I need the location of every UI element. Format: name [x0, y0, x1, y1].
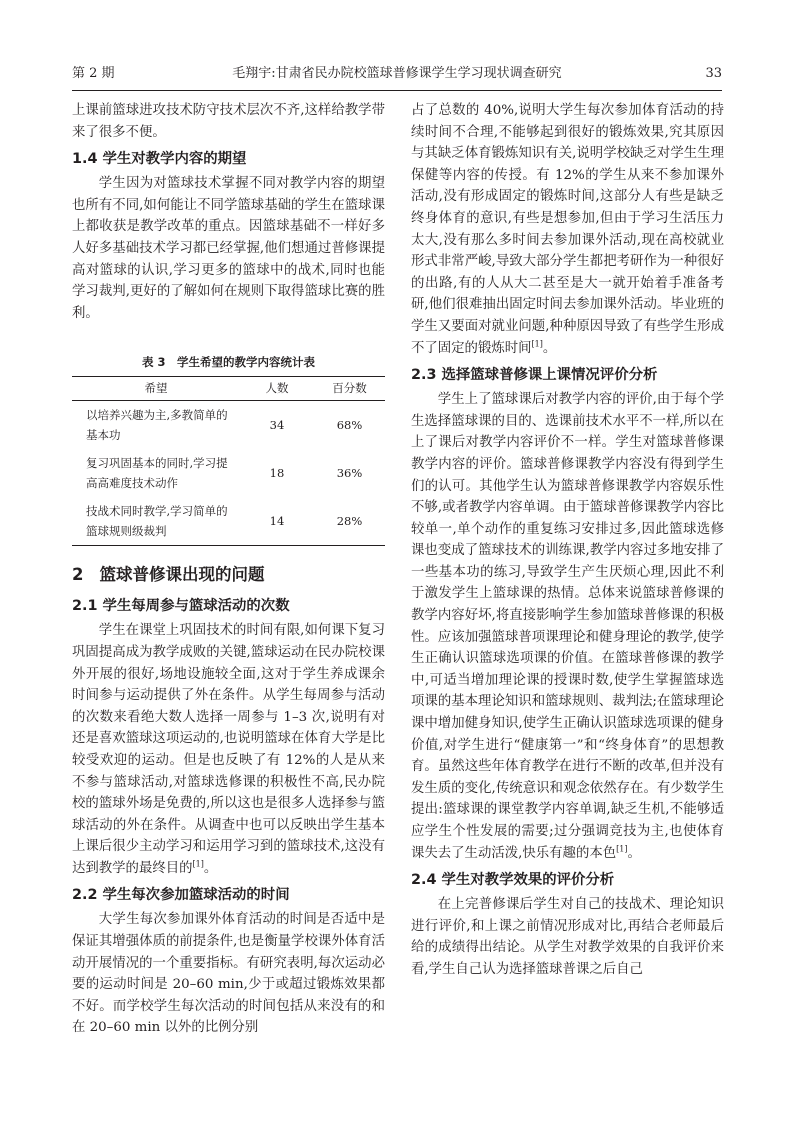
table-cell: 技战术同时教学,学习简单的篮球规则级裁判 [72, 497, 240, 546]
column-header: 希望 [72, 377, 240, 401]
paragraph: 在上完普修课后学生对自己的技战术、理论知识进行评价,和上课之前情况形成对比,再结合老师最后给的成绩得出结论。从学生对教学效果的自我评价来看,学生自己认为选择篮球普课之后自己 [411, 897, 724, 977]
table-cell: 复习巩固基本的同时,学习提高高难度技术动作 [86, 456, 228, 491]
table-caption: 表 3 学生希望的教学内容统计表 [141, 355, 315, 370]
paragraph-end: 。 [627, 845, 641, 861]
paragraph-text: 占了总数的 40%,说明大学生每次参加体育活动的持续时间不合理,不能够起到很好的锻炼效果,究其原因与其缺乏体育锻炼知识有关,说明学校缺乏对学生生理保健等内容的传授。有 12%的学生从来不参加课外活动,没有形成固定的锻炼时间,这部分人有些是缺乏终身体育的意识,有些是想参加,但由于学习生活压力太大,没有那么多时间去参加课外活动,现在高校就业形式非常严峻,导致大部分学生都把考研作为一种很好的出路,有的人从大二甚至是大一就开始着手准备考研,他们很难抽出固定时间去参加课外活动。毕业班的学生又要面对就业问题,种种原因导致了有些学生形成不了固定的锻炼时间 [411, 103, 724, 356]
paragraph [72, 620, 385, 879]
running-title: 毛翔宇:甘肃省民办院校篮球普修课学生学习现状调查研究 [232, 66, 562, 81]
citation: [1] [192, 859, 204, 869]
table-row [72, 401, 385, 450]
table-cell: 以培养兴趣为主,多教简单的基本功 [86, 408, 228, 443]
table-cell: 18 [269, 465, 285, 480]
paragraph: 学生因为对篮球技术掌握不同对教学内容的期望也所有不同,如何能让不同学篮球基础的学生在篮球课上都收获是教学改革的重点。因篮球基础不一样好多人好多基础技术学习都已经掌握,他们想通过普修课提高对篮球的认识,学习更多的篮球中的战术,同时也能学习裁判,更好的了解如何在规则下取得篮球比赛的胜利。 [72, 176, 385, 321]
paragraph-text: 学生上了篮球课后对教学内容的评价,由于每个学生选择篮球课的目的、选课前技术水平不一样,所以在上了课后对教学内容评价不一样。学生对篮球普修课教学内容的评价。篮球普修课教学内容没有得到学生们的认可。其他学生认为篮球普修课教学内容娱乐性不够,或者教学内容单调。由于篮球普修课教学内容比较单一,单个动作的重复练习安排过多,因此篮球选修课也变成了篮球技术的训练课,教学内容过多地安排了一些基本功的练习,导致学生产生厌烦心理,因此不利于激发学生上篮球课的热情。总体来说篮球普修课的教学内容好坏,将直接影响学生参加篮球普修课的积极性。应该加强篮球普项课理论和健身理论的教学,使学生正确认识篮球选项课的价值。在篮球普修课的教学中,可适当增加理论课的授课时数,使学生掌握篮球选项课的基本理论知识和篮球规则、裁判法;在篮球理论课中增加健身知识,使学生正确认识篮球选项课的健身价值,对学生进行“健康第一”和“终身体育”的思想教育。虽然这些年体育教学在进行不断的改革,但并没有发生质的变化,传统意识和观念依然存在。有少数学生提出:篮球课的课堂教学内容单调,缺乏生机,不能够适应学生个性发展的需要;过分强调竞技为主,也使体育课失去了生动活泼,快乐有趣的本色 [411, 392, 724, 861]
section-heading-1-4: 1.4 学生对教学内容的期望 [72, 151, 247, 168]
right-column [411, 100, 724, 981]
header-rule [72, 90, 722, 91]
page-number: 33 [705, 66, 722, 81]
page-header [72, 64, 722, 84]
section-number: 2 [72, 565, 84, 585]
paragraph: 上课前篮球进攻技术防守技术层次不齐,这样给教学带来了很多不便。 [72, 103, 385, 140]
section-title: 篮球普修课出现的问题 [99, 565, 265, 585]
paragraph-end: 。 [542, 340, 557, 356]
citation: [1] [531, 339, 543, 349]
table-cell: 34 [269, 417, 285, 432]
section-heading-2-1: 2.1 学生每周参与篮球活动的次数 [72, 598, 290, 615]
column-header: 百分数 [314, 377, 385, 401]
journal-issue: 第 2 期 [72, 66, 115, 81]
left-column [72, 100, 385, 1039]
table-cell: 68% [336, 417, 363, 432]
paragraph [411, 389, 724, 864]
column-header: 人数 [240, 377, 314, 401]
paragraph [411, 100, 724, 359]
table-cell: 28% [314, 497, 385, 546]
paragraph: 大学生每次参加课外体育活动的时间是否适中是保证其增强体质的前提条件,也是衡量学校课外体育活动开展情况的一个重要指标。有研究表明,每次运动必要的运动时间是 20–60 min,少于或超过锻炼效果都不好。而学校学生每次活动的时间包括从来没有的和在 20–60 min 以外的比例分别 [72, 912, 385, 1036]
citation: [1] [616, 844, 628, 854]
data-table [72, 376, 385, 546]
section-heading-2-3: 2.3 选择篮球普修课上课情况评价分析 [411, 367, 658, 384]
paragraph-text: 学生在课堂上巩固技术的时间有限,如何课下复习巩固提高成为教学成败的关键,篮球运动在民办院校课外开展的很好,场地设施较全面,这对于学生养成课余时间参与运动提供了外在条件。从学生每周参与活动的次数来看绝大数人选择一周参与 1–3 次,说明有对还是喜欢篮球这项运动的,也说明篮球在体育大学是比较受欢迎的运动。但是也反映了有 12%的人是从来不参与篮球活动,对篮球选修课的积极性不高,民办院校的篮球外场是免费的,所以这也是很多人选择参与篮球活动的外在条件。从调查中也可以反映出学生基本上课后很少主动学习和运用学习到的篮球技术,这没有达到教学的最终目的 [72, 623, 385, 876]
section-heading-2-4: 2.4 学生对教学效果的评价分析 [411, 872, 615, 889]
table-row [72, 497, 385, 546]
table-header-row [72, 377, 385, 401]
section-heading-2-2: 2.2 学生每次参加篮球活动的时间 [72, 887, 290, 904]
section-heading-2 [72, 562, 385, 588]
table-row [72, 449, 385, 497]
table-cell: 36% [336, 465, 363, 480]
table-cell: 14 [240, 497, 314, 546]
paragraph-end: 。 [203, 860, 218, 876]
